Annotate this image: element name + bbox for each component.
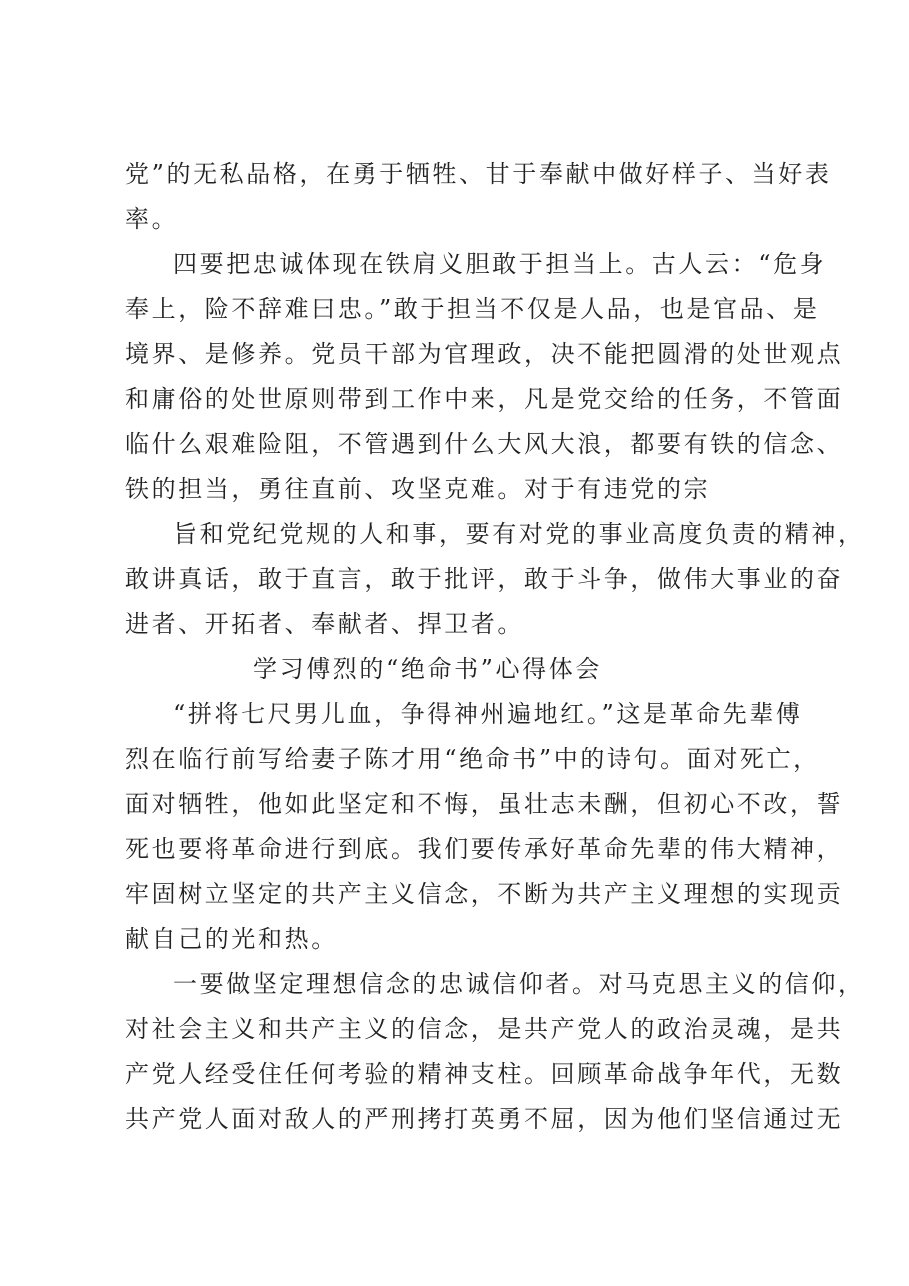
text-line: 对社会主义和共产主义的信念，是共产党人的政治灵魂，是共 [125,1015,844,1043]
text-line: 临什么艰难险阻，不管遇到什么大风大浪，都要有铁的信念、 [125,430,844,458]
text-line: 奉上，险不辞难曰忠。”敢于担当不仅是人品，也是官品、是 [125,295,820,323]
text-line: 敢讲真话，敢于直言，敢于批评，敢于斗争，做伟大事业的奋 [125,565,844,593]
text-line: 境界、是修养。党员干部为官理政，决不能把圆滑的处世观点 [125,340,844,368]
text-line: 共产党人面对敌人的严刑拷打英勇不屈，因为他们坚信通过无 [125,1105,844,1133]
text-line: 牢固树立坚定的共产主义信念，不断为共产主义理想的实现贡 [125,880,844,908]
section-title: 学习傅烈的“绝命书”心得体会 [253,655,602,683]
paragraph-first-line: “拼将七尺男儿血，争得神州遍地红。”这是革命先辈傅 [173,700,803,728]
paragraph-first-line: 旨和党纪党规的人和事，要有对党的事业高度负责的精神， [173,520,865,548]
text-line: 死也要将革命进行到底。我们要传承好革命先辈的伟大精神， [125,835,844,863]
text-line: 面对牺牲，他如此坚定和不悔，虽壮志未酬，但初心不改，誓 [125,790,844,818]
text-line: 率。 [125,205,179,233]
text-line: 烈在临行前写给妻子陈才用“绝命书”中的诗句。面对死亡， [125,745,820,773]
document-body [125,152,865,1142]
paragraph-first-line: 四要把忠诚体现在铁肩义胆敢于担当上。古人云：“危身 [173,250,827,278]
paragraph-first-line: 一要做坚定理想信念的忠诚信仰者。对马克思主义的信仰， [173,970,865,998]
text-line: 党”的无私品格，在勇于牺牲、甘于奉献中做好样子、当好表 [125,160,832,188]
text-line: 献自己的光和热。 [125,925,338,953]
text-line: 进者、开拓者、奉献者、捍卫者。 [125,610,524,638]
text-line: 和庸俗的处世原则带到工作中来，凡是党交给的任务，不管面 [125,385,844,413]
text-line: 产党人经受住任何考验的精神支柱。回顾革命战争年代，无数 [125,1060,844,1088]
text-line: 铁的担当，勇往直前、攻坚克难。对于有违党的宗 [125,475,711,503]
